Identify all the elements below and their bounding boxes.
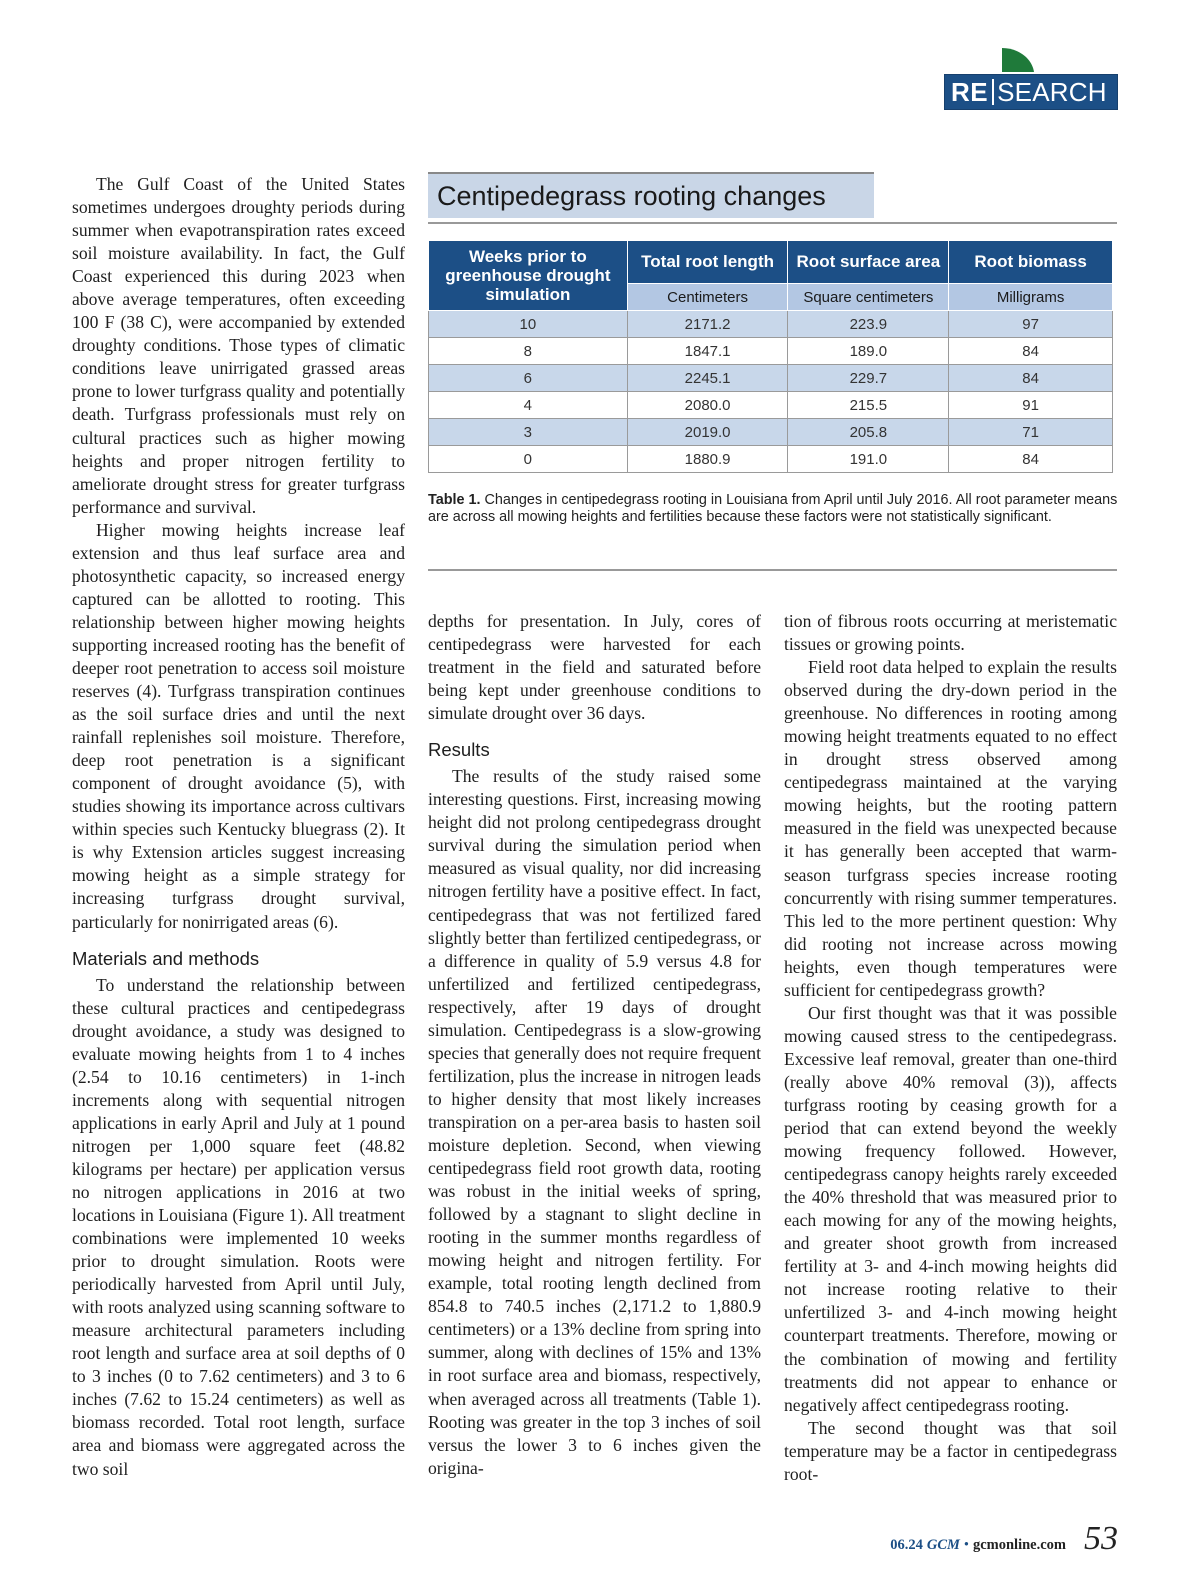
caption-text: Changes in centipedegrass rooting in Louisiana from April until July 2016. All root parameter means are across all mowing heights and fertilities because these factors were not statistically significant. xyxy=(428,492,1118,525)
table-row xyxy=(429,338,1113,365)
paragraph: The Gulf Coast of the United States sometimes undergoes droughty periods during summer when evapotranspiration rates exceed soil moisture availability. In fact, the Gulf Coast experienced this during 2023 when above average temperatures, often exceeding 100 F (38 C), were accompanied by extended droughty conditions. Those types of climatic conditions leave unirrigated grassed areas prone to lower turfgrass quality and potentially death. Turfgrass professionals must rely on cultural practices such as higher mowing heights and proper nitrogen fertility to ameliorate drought stress for greater turfgrass performance and survival. xyxy=(72,174,405,517)
column-header-biomass: Root biomass xyxy=(949,241,1113,284)
table-cell: 84 xyxy=(949,446,1113,473)
paragraph: tion of fibrous roots occurring at meristematic tissues or growing points. xyxy=(784,611,1117,655)
figure-bottom-rule xyxy=(428,569,1117,571)
table-cell: 6 xyxy=(429,365,628,392)
table-cell: 97 xyxy=(949,311,1113,338)
paragraph: Field root data helped to explain the results observed during the dry-down period in the greenhouse. No differences in rooting among mowing height treatments equated to no effect in drought stress observed among centipedegrass maintained at the varying mowing heights, but the rooting pattern measured in the field was unexpected because it has generally been accepted that warm-season turfgrass species increase rooting concurrently with rising summer temperatures. This led to the more pertinent question: Why did rooting not increase across mowing heights, even though temperatures were sufficient for centipedegrass growth? xyxy=(784,657,1117,1000)
table-cell: 1847.1 xyxy=(627,338,788,365)
paragraph: To understand the relationship between these cultural practices and centipedegrass drought avoidance, a study was designed to evaluate mowing heights from 1 to 4 inches (2.54 to 10.16 centimeters) in 1-inch increments along with sequential nitrogen applications in early April and July at 1 pound nitrogen per 1,000 square feet (48.82 kilograms per hectare) per application versus no nitrogen applications in 2016 at two locations in Louisiana (Figure 1). All treatment combinations were implemented 10 weeks prior to drought simulation. Roots were periodically harvested from April until July, with roots analyzed using scanning software to measure architectural parameters including root length and surface area at soil depths of 0 to 3 inches (0 to 7.62 centimeters) and 3 to 6 inches (7.62 to 15.24 centimeters) as well as biomass recorded. Total root length, surface area and biomass were aggregated across the two soil xyxy=(72,974,405,1479)
column-header-weeks: Weeks prior to greenhouse drought simulation xyxy=(429,241,628,311)
unit-biomass: Milligrams xyxy=(949,284,1113,311)
table-cell: 8 xyxy=(429,338,628,365)
table-cell: 84 xyxy=(949,338,1113,365)
table-row xyxy=(429,419,1113,446)
table-cell: 215.5 xyxy=(788,392,949,419)
table-cell: 2080.0 xyxy=(627,392,788,419)
column-1 xyxy=(72,173,405,1481)
page-number: 53 xyxy=(1084,1520,1118,1557)
logo-re: RE xyxy=(951,76,989,107)
folio-separator: • xyxy=(963,1537,969,1553)
paragraph: depths for presentation. In July, cores of centipedegrass were harvested for each treatment in the field and saturated before being kept under greenhouse conditions to simulate drought over 36 days. xyxy=(428,611,761,724)
table-cell: 1880.9 xyxy=(627,446,788,473)
figure-title-text: Centipedegrass rooting changes xyxy=(437,180,826,211)
table-cell: 229.7 xyxy=(788,365,949,392)
table-cell: 2245.1 xyxy=(627,365,788,392)
research-banner xyxy=(944,74,1118,110)
figure-title xyxy=(428,174,874,218)
table-cell: 10 xyxy=(429,311,628,338)
table-caption xyxy=(428,492,1118,526)
figure-rule xyxy=(428,222,1117,224)
table-cell: 0 xyxy=(429,446,628,473)
table-cell: 84 xyxy=(949,365,1113,392)
issue-date: 06.24 xyxy=(890,1537,923,1553)
unit-root-length: Centimeters xyxy=(627,284,788,311)
page-folio xyxy=(866,1520,1118,1560)
table-cell: 4 xyxy=(429,392,628,419)
table-row xyxy=(429,365,1113,392)
table-row xyxy=(429,311,1113,338)
logo-search: SEARCH xyxy=(997,76,1107,107)
table-cell: 205.8 xyxy=(788,419,949,446)
table-cell: 3 xyxy=(429,419,628,446)
unit-surface-area: Square centimeters xyxy=(788,284,949,311)
research-logo xyxy=(944,46,1118,112)
column-2 xyxy=(428,610,761,1480)
paragraph: The second thought was that soil temperature may be a factor in centipedegrass root- xyxy=(784,1417,1117,1484)
table-cell: 191.0 xyxy=(788,446,949,473)
column-3 xyxy=(784,610,1117,1486)
section-heading-materials: Materials and methods xyxy=(72,947,260,969)
publication-name: GCM xyxy=(926,1537,960,1553)
section-heading-results: Results xyxy=(428,739,490,761)
leaf-icon xyxy=(1000,46,1036,72)
table-cell: 223.9 xyxy=(788,311,949,338)
rooting-table xyxy=(428,240,1113,473)
table-cell: 2171.2 xyxy=(627,311,788,338)
table-cell: 2019.0 xyxy=(627,419,788,446)
column-header-surface-area: Root surface area xyxy=(788,241,949,284)
table-cell: 91 xyxy=(949,392,1113,419)
caption-label: Table 1. xyxy=(428,492,481,508)
table-cell: 189.0 xyxy=(788,338,949,365)
paragraph: Our first thought was that it was possible mowing caused stress to the centipedegrass. Excessive leaf removal, greater than one-third (really above 40% removal (3)), affects turfgrass rooting by ceasing growth for a period that can extend beyond the weekly mowing frequency followed. However, centipedegrass canopy heights rarely exceeded the 40% threshold that was measured prior to each mowing for any of the mowing heights, and greater shoot growth from increased fertility at 3- and 4-inch mowing heights did not increase rooting relative to their unfertilized 3- and 4-inch mowing height counterpart treatments. Therefore, mowing or the combination of mowing and fertility treatments did not appear to enhance or negatively affect centipedegrass rooting. xyxy=(784,1002,1117,1415)
column-header-root-length: Total root length xyxy=(627,241,788,284)
table-cell: 71 xyxy=(949,419,1113,446)
table-row xyxy=(429,446,1113,473)
paragraph: The results of the study raised some interesting questions. First, increasing mowing height did not prolong centipedegrass drought survival during the simulation period when measured as visual quality, nor did increasing nitrogen fertility have a positive effect. In fact, centipedegrass that was not fertilized fared slightly better than fertilized centipedegrass, or a difference in quality of 5.9 versus 4.8 for unfertilized and fertilized centipedegrass, respectively, after 19 days of drought simulation. Centipedegrass is a slow-growing species that generally does not require frequent fertilization, plus the increase in nitrogen leads to higher density that most likely increases transpiration on a per-area basis to hasten soil moisture depletion. Second, when viewing centipedegrass field root growth data, rooting was robust in the initial weeks of spring, followed by a stagnant to slight decline in rooting in the summer months regardless of mowing height and nitrogen fertility. For example, total rooting length declined from 854.8 to 740.5 inches (2,171.2 to 1,880.9 centimeters) or a 13% decline from spring into summer, along with declines of 15% and 13% in root surface area and biomass, respectively, when averaged across all treatments (Table 1). Rooting was greater in the top 3 inches of soil versus the lower 3 to 6 inches given the origina- xyxy=(428,766,761,1478)
logo-divider xyxy=(992,79,994,105)
website-link[interactable]: gcmonline.com xyxy=(972,1537,1066,1553)
table-row xyxy=(429,392,1113,419)
paragraph: Higher mowing heights increase leaf extension and thus leaf surface area and photosynthetic capacity, so increased energy captured can be allotted to rooting. This relationship between higher mowing heights supporting increased rooting has the benefit of deeper root penetration to access soil moisture reserves (4). Turfgrass transpiration continues as the soil surface dries and until the next rainfall replenishes soil moisture. Therefore, deep root penetration is a significant component of drought avoidance (5), with studies showing its importance across cultivars within species such Kentucky bluegrass (2). It is why Extension articles suggest increasing mowing height as a simple strategy for increasing turfgrass drought survival, particularly for nonirrigated areas (6). xyxy=(72,519,405,932)
